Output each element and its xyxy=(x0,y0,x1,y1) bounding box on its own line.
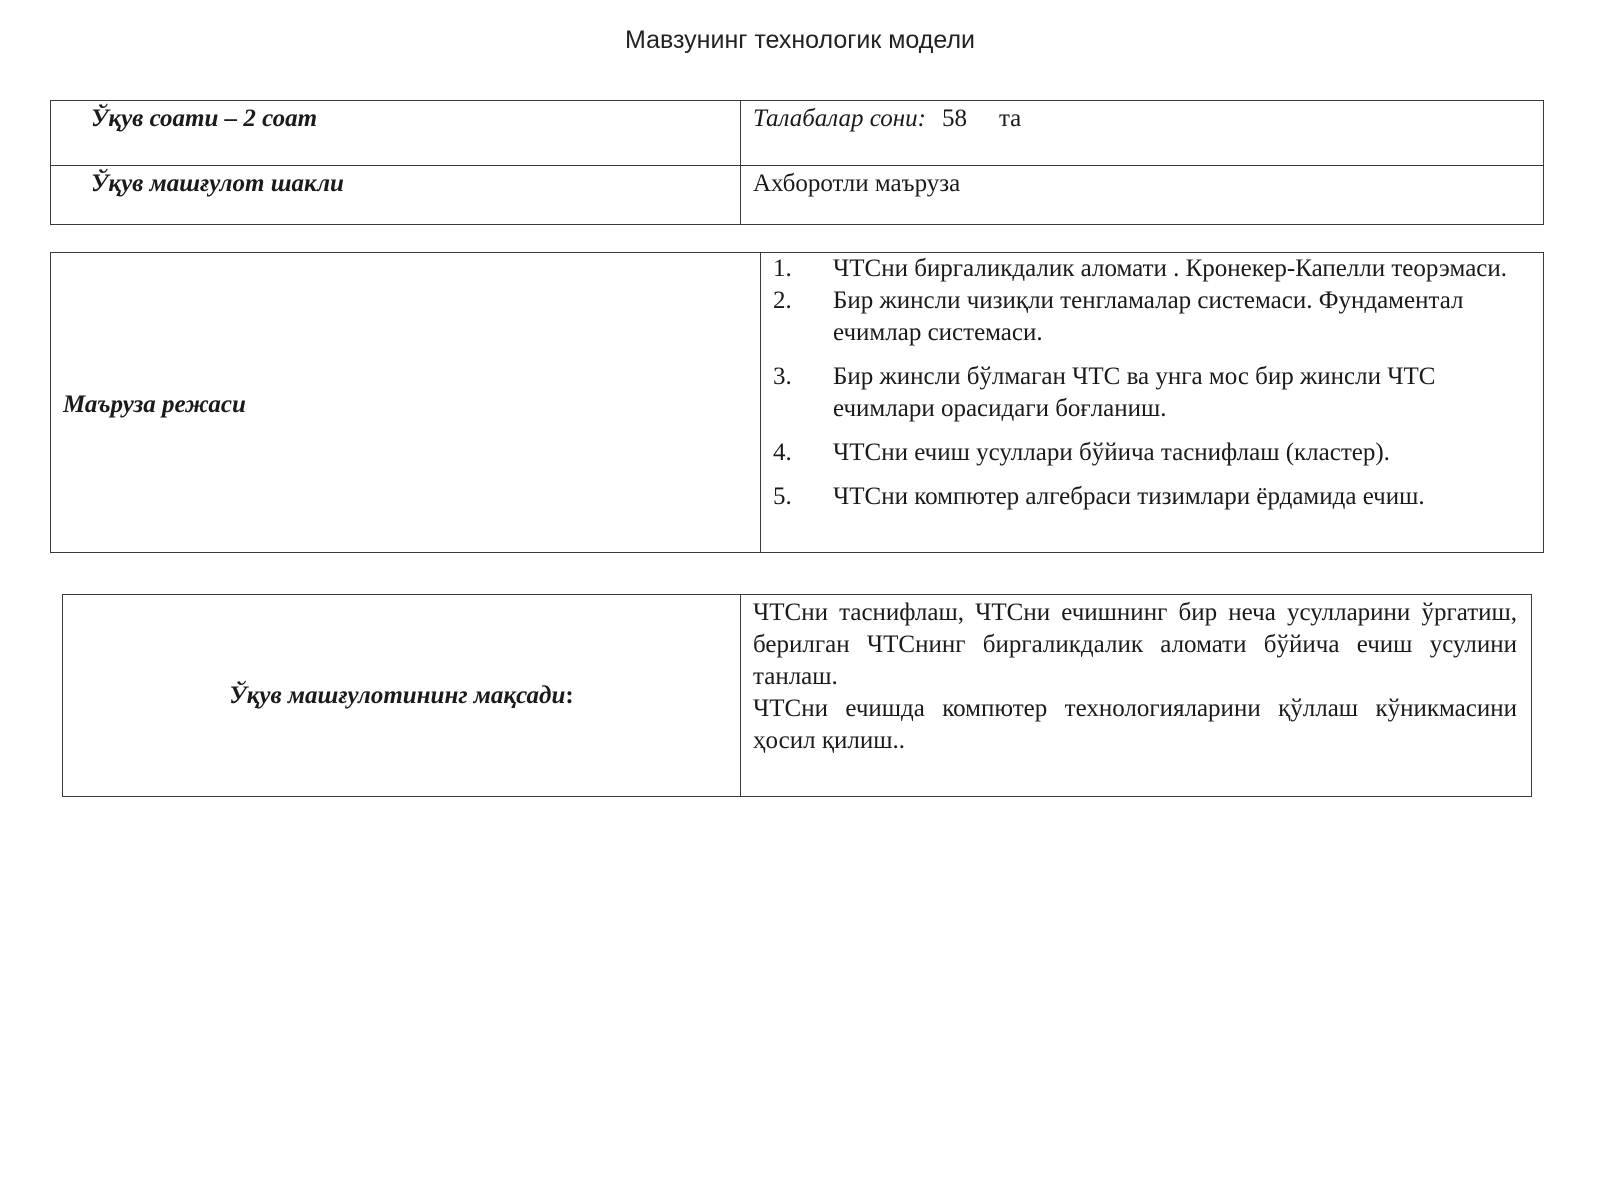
list-item-text: ЧТСни ечиш усуллари бўйича таснифлаш (кластер). xyxy=(833,439,1390,466)
list-item xyxy=(761,437,1543,469)
table-row xyxy=(51,101,1544,166)
list-item-number: 5. xyxy=(773,483,792,510)
list-item xyxy=(761,481,1543,513)
table-row xyxy=(63,595,1532,797)
list-item xyxy=(761,361,1543,425)
lesson-goal-table xyxy=(62,594,1532,797)
list-item-text: Бир жинсли чизиқли тенгламалар системаси. Фундаментал ечимлар системаси. xyxy=(833,287,1464,346)
goal-paragraph-1: ЧТСни таснифлаш, ЧТСни ечишнинг бир неча усулларини ўргатиш, берилган ЧТСнинг биргаликдалик аломати бўйича ечиш усулини танлаш. xyxy=(753,599,1517,690)
table-row xyxy=(51,166,1544,225)
goal-label-cell xyxy=(63,595,741,797)
hours-label: Ўқув соати – 2 соат xyxy=(91,105,318,132)
students-cell xyxy=(741,101,1544,166)
goal-paragraph-2: ЧТСни ечишда компютер технологияларини қўллаш кўникмасини ҳосил қилиш.. xyxy=(753,695,1517,754)
lesson-info-table xyxy=(50,100,1544,225)
students-unit: та xyxy=(998,105,1022,132)
list-item-number: 4. xyxy=(773,439,792,466)
form-label-cell xyxy=(51,166,741,225)
list-item-text: ЧТСни компютер алгебраси тизимлари ёрдамида ечиш. xyxy=(833,483,1425,510)
page-title: Мавзунинг технологик модели xyxy=(624,26,975,54)
hours-cell xyxy=(51,101,741,166)
students-label: Талабалар сони: xyxy=(753,105,926,132)
goal-text-cell xyxy=(741,595,1532,797)
goal-text xyxy=(741,595,1531,757)
form-value: Ахборотли маъруза xyxy=(753,170,961,197)
list-item xyxy=(761,285,1543,349)
goal-label: Ўқув машғулотининг мақсади xyxy=(229,681,566,709)
list-item-text: ЧТСни биргаликдалик аломати . Кронекер-Капелли теорэмаси. xyxy=(833,255,1508,282)
list-item xyxy=(761,253,1543,285)
plan-list xyxy=(761,253,1543,513)
list-item-number: 2. xyxy=(773,287,792,314)
lecture-plan-table xyxy=(50,252,1544,553)
form-value-cell xyxy=(741,166,1544,225)
form-label: Ўқув машғулот шакли xyxy=(91,170,344,197)
plan-label: Маъруза режаси xyxy=(63,390,246,418)
list-item-text: Бир жинсли бўлмаган ЧТС ва унга мос бир жинсли ЧТС ечимлари орасидаги боғланиш. xyxy=(833,363,1436,422)
goal-label-colon: : xyxy=(565,681,574,709)
plan-label-cell xyxy=(51,253,761,553)
list-item-number: 1. xyxy=(773,255,792,282)
students-count: 58 xyxy=(941,105,967,132)
list-item-number: 3. xyxy=(773,363,792,390)
plan-items-cell xyxy=(761,253,1544,553)
table-row xyxy=(51,253,1544,553)
